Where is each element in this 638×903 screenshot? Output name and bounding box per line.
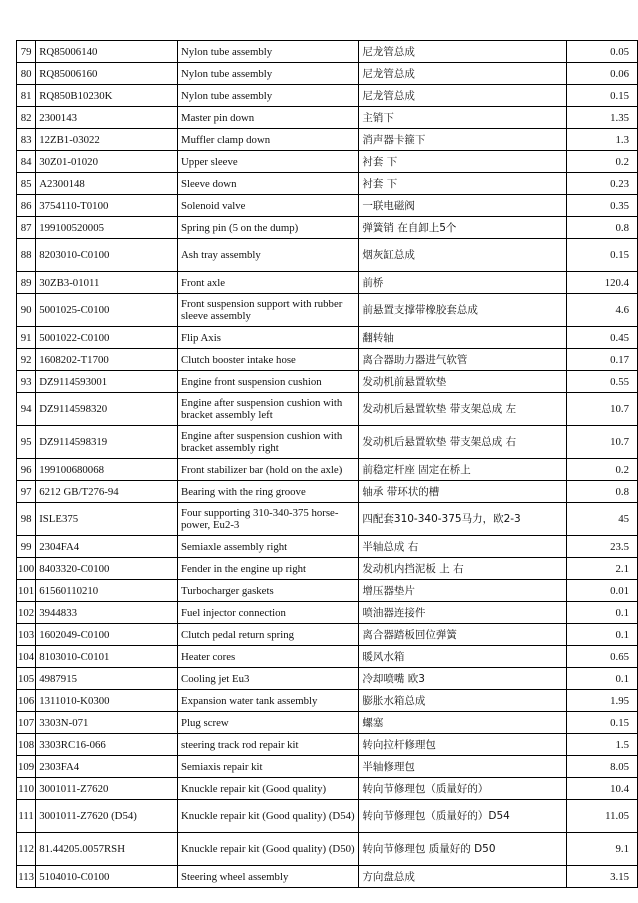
price-cell: 2.1 — [567, 558, 638, 580]
chinese-description-cell: 冷却喷嘴 欧3 — [359, 668, 567, 690]
chinese-description-cell: 翻转轴 — [359, 327, 567, 349]
chinese-description-cell: 转向节修理包 质量好的 D50 — [359, 833, 567, 866]
english-description-cell: Engine front suspension cushion — [178, 371, 359, 393]
row-number-cell: 109 — [17, 756, 36, 778]
english-description-cell: Solenoid valve — [178, 195, 359, 217]
part-number-cell: 3754110-T0100 — [36, 195, 178, 217]
table-row — [17, 195, 638, 217]
table-row — [17, 580, 638, 602]
english-description-cell: Expansion water tank assembly — [178, 690, 359, 712]
row-number-cell: 90 — [17, 294, 36, 327]
row-number-cell: 101 — [17, 580, 36, 602]
table-row — [17, 459, 638, 481]
price-cell: 23.5 — [567, 536, 638, 558]
part-number-cell: 5104010-C0100 — [36, 866, 178, 888]
row-number-cell: 95 — [17, 426, 36, 459]
chinese-description-cell: 喷油器连接件 — [359, 602, 567, 624]
row-number-cell: 85 — [17, 173, 36, 195]
part-number-cell: 61560110210 — [36, 580, 178, 602]
chinese-description-cell: 发动机前悬置软垫 — [359, 371, 567, 393]
row-number-cell: 82 — [17, 107, 36, 129]
table-row — [17, 734, 638, 756]
chinese-description-cell: 离合器助力器进气软管 — [359, 349, 567, 371]
row-number-cell: 81 — [17, 85, 36, 107]
part-number-cell: RQ85006160 — [36, 63, 178, 85]
price-cell: 11.05 — [567, 800, 638, 833]
chinese-description-cell: 发动机后悬置软垫 带支架总成 右 — [359, 426, 567, 459]
part-number-cell: 6212 GB/T276-94 — [36, 481, 178, 503]
row-number-cell: 103 — [17, 624, 36, 646]
chinese-description-cell: 转向节修理包（质量好的） — [359, 778, 567, 800]
english-description-cell: Knuckle repair kit (Good quality) — [178, 778, 359, 800]
chinese-description-cell: 暖风水箱 — [359, 646, 567, 668]
table-row — [17, 393, 638, 426]
price-cell: 0.23 — [567, 173, 638, 195]
row-number-cell: 112 — [17, 833, 36, 866]
row-number-cell: 97 — [17, 481, 36, 503]
chinese-description-cell: 发动机后悬置软垫 带支架总成 左 — [359, 393, 567, 426]
part-number-cell: 1311010-K0300 — [36, 690, 178, 712]
chinese-description-cell: 增压器垫片 — [359, 580, 567, 602]
part-number-cell: 81.44205.0057RSH — [36, 833, 178, 866]
chinese-description-cell: 尼龙管总成 — [359, 63, 567, 85]
table-row — [17, 646, 638, 668]
chinese-description-cell: 尼龙管总成 — [359, 41, 567, 63]
part-number-cell: 3001011-Z7620 (D54) — [36, 800, 178, 833]
price-cell: 4.6 — [567, 294, 638, 327]
row-number-cell: 104 — [17, 646, 36, 668]
price-cell: 10.4 — [567, 778, 638, 800]
chinese-description-cell: 半轴修理包 — [359, 756, 567, 778]
chinese-description-cell: 转向拉杆修理包 — [359, 734, 567, 756]
english-description-cell: Turbocharger gaskets — [178, 580, 359, 602]
table-row — [17, 866, 638, 888]
part-number-cell: RQ850B10230K — [36, 85, 178, 107]
table-row — [17, 833, 638, 866]
row-number-cell: 105 — [17, 668, 36, 690]
row-number-cell: 107 — [17, 712, 36, 734]
price-cell: 0.2 — [567, 459, 638, 481]
table-row — [17, 173, 638, 195]
english-description-cell: Sleeve down — [178, 173, 359, 195]
part-number-cell: 30Z01-01020 — [36, 151, 178, 173]
row-number-cell: 106 — [17, 690, 36, 712]
table-row — [17, 602, 638, 624]
chinese-description-cell: 衬套 下 — [359, 173, 567, 195]
row-number-cell: 88 — [17, 239, 36, 272]
table-row — [17, 481, 638, 503]
table-row — [17, 294, 638, 327]
row-number-cell: 111 — [17, 800, 36, 833]
price-cell: 0.2 — [567, 151, 638, 173]
chinese-description-cell: 烟灰缸总成 — [359, 239, 567, 272]
parts-table-body — [17, 41, 638, 888]
table-row — [17, 239, 638, 272]
table-row — [17, 800, 638, 833]
row-number-cell: 113 — [17, 866, 36, 888]
english-description-cell: Heater cores — [178, 646, 359, 668]
table-row — [17, 85, 638, 107]
chinese-description-cell: 一联电磁阀 — [359, 195, 567, 217]
price-cell: 0.1 — [567, 602, 638, 624]
price-cell: 0.8 — [567, 481, 638, 503]
row-number-cell: 83 — [17, 129, 36, 151]
part-number-cell: 30ZB3-01011 — [36, 272, 178, 294]
chinese-description-cell: 弹簧销 在自卸上5个 — [359, 217, 567, 239]
part-number-cell: 8103010-C0101 — [36, 646, 178, 668]
price-cell: 1.3 — [567, 129, 638, 151]
table-row — [17, 690, 638, 712]
table-row — [17, 107, 638, 129]
row-number-cell: 87 — [17, 217, 36, 239]
price-cell: 0.15 — [567, 239, 638, 272]
english-description-cell: Nylon tube assembly — [178, 85, 359, 107]
english-description-cell: Fuel injector connection — [178, 602, 359, 624]
english-description-cell: Upper sleeve — [178, 151, 359, 173]
price-cell: 0.01 — [567, 580, 638, 602]
chinese-description-cell: 半轴总成 右 — [359, 536, 567, 558]
row-number-cell: 99 — [17, 536, 36, 558]
chinese-description-cell: 螺塞 — [359, 712, 567, 734]
english-description-cell: Cooling jet Eu3 — [178, 668, 359, 690]
table-row — [17, 349, 638, 371]
chinese-description-cell: 前桥 — [359, 272, 567, 294]
table-row — [17, 558, 638, 580]
price-cell: 1.5 — [567, 734, 638, 756]
table-row — [17, 756, 638, 778]
row-number-cell: 98 — [17, 503, 36, 536]
english-description-cell: Clutch pedal return spring — [178, 624, 359, 646]
table-row — [17, 272, 638, 294]
english-description-cell: Muffler clamp down — [178, 129, 359, 151]
chinese-description-cell: 主销下 — [359, 107, 567, 129]
price-cell: 45 — [567, 503, 638, 536]
table-row — [17, 624, 638, 646]
part-number-cell: DZ9114593001 — [36, 371, 178, 393]
part-number-cell: ISLE375 — [36, 503, 178, 536]
english-description-cell: Flip Axis — [178, 327, 359, 349]
row-number-cell: 91 — [17, 327, 36, 349]
english-description-cell: Clutch booster intake hose — [178, 349, 359, 371]
part-number-cell: 3303N-071 — [36, 712, 178, 734]
row-number-cell: 94 — [17, 393, 36, 426]
row-number-cell: 86 — [17, 195, 36, 217]
english-description-cell: Engine after suspension cushion with bracket assembly right — [178, 426, 359, 459]
table-row — [17, 63, 638, 85]
part-number-cell: 8203010-C0100 — [36, 239, 178, 272]
part-number-cell: 2300143 — [36, 107, 178, 129]
chinese-description-cell: 方向盘总成 — [359, 866, 567, 888]
chinese-description-cell: 衬套 下 — [359, 151, 567, 173]
price-cell: 120.4 — [567, 272, 638, 294]
chinese-description-cell: 膨胀水箱总成 — [359, 690, 567, 712]
table-row — [17, 371, 638, 393]
part-number-cell: 1608202-T1700 — [36, 349, 178, 371]
english-description-cell: Front axle — [178, 272, 359, 294]
english-description-cell: Nylon tube assembly — [178, 63, 359, 85]
row-number-cell: 89 — [17, 272, 36, 294]
price-cell: 0.65 — [567, 646, 638, 668]
table-row — [17, 41, 638, 63]
part-number-cell: 199100520005 — [36, 217, 178, 239]
english-description-cell: Knuckle repair kit (Good quality) (D50) — [178, 833, 359, 866]
english-description-cell: Ash tray assembly — [178, 239, 359, 272]
price-cell: 9.1 — [567, 833, 638, 866]
price-cell: 0.17 — [567, 349, 638, 371]
table-row — [17, 426, 638, 459]
part-number-cell: 199100680068 — [36, 459, 178, 481]
english-description-cell: Bearing with the ring groove — [178, 481, 359, 503]
english-description-cell: Nylon tube assembly — [178, 41, 359, 63]
chinese-description-cell: 发动机内挡泥板 上 右 — [359, 558, 567, 580]
chinese-description-cell: 尼龙管总成 — [359, 85, 567, 107]
price-cell: 10.7 — [567, 426, 638, 459]
price-cell: 8.05 — [567, 756, 638, 778]
english-description-cell: Engine after suspension cushion with bracket assembly left — [178, 393, 359, 426]
price-cell: 0.8 — [567, 217, 638, 239]
english-description-cell: Steering wheel assembly — [178, 866, 359, 888]
english-description-cell: Front suspension support with rubber sleeve assembly — [178, 294, 359, 327]
table-row — [17, 129, 638, 151]
chinese-description-cell: 前悬置支撑带橡胶套总成 — [359, 294, 567, 327]
part-number-cell: A2300148 — [36, 173, 178, 195]
part-number-cell: 2303FA4 — [36, 756, 178, 778]
table-row — [17, 778, 638, 800]
table-row — [17, 503, 638, 536]
table-row — [17, 217, 638, 239]
row-number-cell: 79 — [17, 41, 36, 63]
table-row — [17, 536, 638, 558]
english-description-cell: Plug screw — [178, 712, 359, 734]
part-number-cell: 5001025-C0100 — [36, 294, 178, 327]
price-cell: 3.15 — [567, 866, 638, 888]
part-number-cell: 2304FA4 — [36, 536, 178, 558]
chinese-description-cell: 四配套310-340-375马力，欧2-3 — [359, 503, 567, 536]
row-number-cell: 84 — [17, 151, 36, 173]
chinese-description-cell: 转向节修理包（质量好的）D54 — [359, 800, 567, 833]
part-number-cell: 5001022-C0100 — [36, 327, 178, 349]
price-cell: 0.55 — [567, 371, 638, 393]
row-number-cell: 92 — [17, 349, 36, 371]
chinese-description-cell: 离合器踏板回位弹簧 — [359, 624, 567, 646]
english-description-cell: Front stabilizer bar (hold on the axle) — [178, 459, 359, 481]
chinese-description-cell: 消声器卡箍下 — [359, 129, 567, 151]
chinese-description-cell: 前稳定杆座 固定在桥上 — [359, 459, 567, 481]
english-description-cell: Spring pin (5 on the dump) — [178, 217, 359, 239]
price-cell: 0.1 — [567, 668, 638, 690]
price-cell: 0.1 — [567, 624, 638, 646]
english-description-cell: Knuckle repair kit (Good quality) (D54) — [178, 800, 359, 833]
chinese-description-cell: 轴承 带环状的槽 — [359, 481, 567, 503]
parts-price-table — [16, 40, 638, 888]
part-number-cell: RQ85006140 — [36, 41, 178, 63]
price-cell: 1.35 — [567, 107, 638, 129]
part-number-cell: 3001011-Z7620 — [36, 778, 178, 800]
row-number-cell: 102 — [17, 602, 36, 624]
row-number-cell: 93 — [17, 371, 36, 393]
part-number-cell: 4987915 — [36, 668, 178, 690]
table-row — [17, 327, 638, 349]
english-description-cell: Semiaxle assembly right — [178, 536, 359, 558]
part-number-cell: 3944833 — [36, 602, 178, 624]
price-cell: 0.15 — [567, 712, 638, 734]
row-number-cell: 80 — [17, 63, 36, 85]
price-cell: 0.35 — [567, 195, 638, 217]
part-number-cell: 3303RC16-066 — [36, 734, 178, 756]
table-row — [17, 151, 638, 173]
english-description-cell: Four supporting 310-340-375 horse-power, Eu2-3 — [178, 503, 359, 536]
part-number-cell: DZ9114598319 — [36, 426, 178, 459]
row-number-cell: 100 — [17, 558, 36, 580]
price-cell: 0.05 — [567, 41, 638, 63]
english-description-cell: steering track rod repair kit — [178, 734, 359, 756]
price-cell: 1.95 — [567, 690, 638, 712]
price-cell: 10.7 — [567, 393, 638, 426]
part-number-cell: 1602049-C0100 — [36, 624, 178, 646]
price-cell: 0.06 — [567, 63, 638, 85]
english-description-cell: Master pin down — [178, 107, 359, 129]
table-row — [17, 668, 638, 690]
row-number-cell: 110 — [17, 778, 36, 800]
part-number-cell: 12ZB1-03022 — [36, 129, 178, 151]
table-row — [17, 712, 638, 734]
row-number-cell: 96 — [17, 459, 36, 481]
part-number-cell: 8403320-C0100 — [36, 558, 178, 580]
row-number-cell: 108 — [17, 734, 36, 756]
english-description-cell: Fender in the engine up right — [178, 558, 359, 580]
price-cell: 0.45 — [567, 327, 638, 349]
part-number-cell: DZ9114598320 — [36, 393, 178, 426]
english-description-cell: Semiaxis repair kit — [178, 756, 359, 778]
price-cell: 0.15 — [567, 85, 638, 107]
